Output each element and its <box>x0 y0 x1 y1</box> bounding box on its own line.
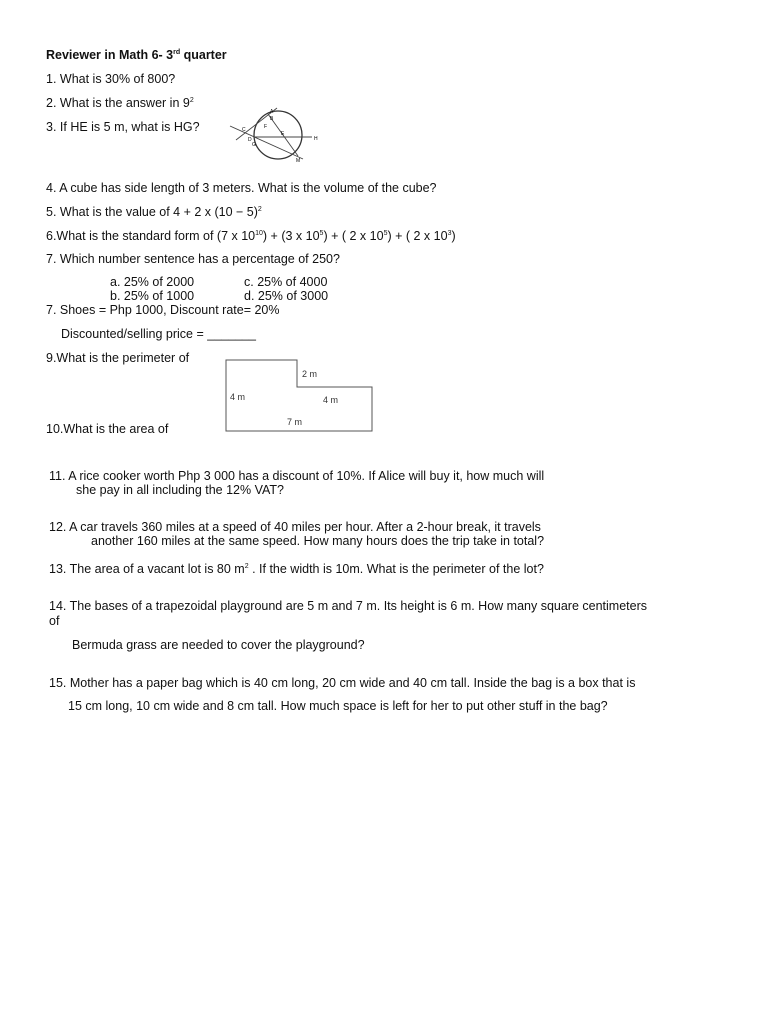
label-h: H <box>314 136 318 142</box>
label-c: C <box>242 127 246 133</box>
question-10: 10.What is the area of <box>46 422 169 436</box>
q6-part-e: ) <box>451 229 456 243</box>
label-a: A <box>270 109 274 115</box>
label-left: 4 m <box>230 392 246 402</box>
question-14-line-2: of <box>49 614 60 628</box>
question-13-suffix: . If the width is 10m. What is the perimeter of the lot? <box>248 562 544 576</box>
question-8-answer-line: Discounted/selling price = _______ <box>61 327 256 341</box>
q6-part-c: ) + ( 2 x 10 <box>323 229 384 243</box>
title-text: Reviewer in Math 6- 3 <box>46 48 174 62</box>
option-c: c. 25% of 4000 <box>244 275 328 289</box>
question-15-line-2: 15 cm long, 10 cm wide and 8 cm tall. How much space is left for her to put other stuff in the bag? <box>68 699 608 713</box>
question-8: 7. Shoes = Php 1000, Discount rate= 20% <box>46 303 280 317</box>
q6-exp-d: 3 <box>447 229 452 237</box>
question-2-text: 2. What is the answer in 9 <box>46 96 190 110</box>
question-14-line-3: Bermuda grass are needed to cover the playground? <box>72 638 365 652</box>
label-b: B <box>270 116 274 122</box>
question-9: 9.What is the perimeter of <box>46 351 190 365</box>
question-2 <box>46 96 194 111</box>
label-f: F <box>264 124 268 130</box>
question-6 <box>46 229 456 244</box>
question-5-exponent: 2 <box>257 205 262 213</box>
question-11-line-2: she pay in all including the 12% VAT? <box>76 483 284 497</box>
question-11-line-1: 11. A rice cooker worth Php 3 000 has a discount of 10%. If Alice will buy it, how much will <box>49 469 545 483</box>
question-5 <box>46 205 262 220</box>
question-14-line-1: 14. The bases of a trapezoidal playground are 5 m and 7 m. Its height is 6 m. How many square centimeters <box>49 599 647 613</box>
title-superscript: rd <box>173 48 181 56</box>
page-title <box>46 48 227 63</box>
label-top: 2 m <box>302 369 318 379</box>
label-right: 4 m <box>323 395 339 405</box>
question-1: 1. What is 30% of 800? <box>46 72 176 86</box>
q6-part-b: ) + (3 x 10 <box>262 229 320 243</box>
option-b: b. 25% of 1000 <box>110 289 195 303</box>
option-a: a. 25% of 2000 <box>110 275 195 289</box>
question-7: 7. Which number sentence has a percentage of 250? <box>46 252 340 266</box>
question-2-exponent: 2 <box>189 96 194 104</box>
circle-diagram <box>228 104 324 166</box>
question-13-exponent: 2 <box>244 562 249 570</box>
q6-exp-b: 5 <box>319 229 324 237</box>
label-m: M <box>296 158 301 164</box>
option-d: d. 25% of 3000 <box>244 289 329 303</box>
l-shape-figure <box>222 357 376 435</box>
question-4: 4. A cube has side length of 3 meters. What is the volume of the cube? <box>46 181 437 195</box>
question-13 <box>49 562 544 577</box>
q6-part-d: ) + ( 2 x 10 <box>387 229 448 243</box>
question-12-line-2: another 160 miles at the same speed. How many hours does the trip take in total? <box>91 534 545 548</box>
label-d: D <box>248 137 252 143</box>
question-15-line-1: 15. Mother has a paper bag which is 40 cm long, 20 cm wide and 40 cm tall. Inside the bag is a box that is <box>49 676 636 690</box>
label-e: E <box>281 131 285 137</box>
question-12-line-1: 12. A car travels 360 miles at a speed of 40 miles per hour. After a 2-hour break, it travels <box>49 520 541 534</box>
secant-line <box>230 126 303 159</box>
question-5-text: 5. What is the value of 4 + 2 x (10 − 5) <box>46 205 258 219</box>
label-bottom: 7 m <box>287 417 303 427</box>
label-g: G <box>252 142 256 148</box>
question-3: 3. If HE is 5 m, what is HG? <box>46 120 200 134</box>
q6-part-a: 6.What is the standard form of (7 x 10 <box>46 229 256 243</box>
question-13-text: 13. The area of a vacant lot is 80 m <box>49 562 245 576</box>
q6-exp-a: 10 <box>255 229 263 237</box>
q6-exp-c: 5 <box>383 229 388 237</box>
title-suffix: quarter <box>180 48 227 62</box>
